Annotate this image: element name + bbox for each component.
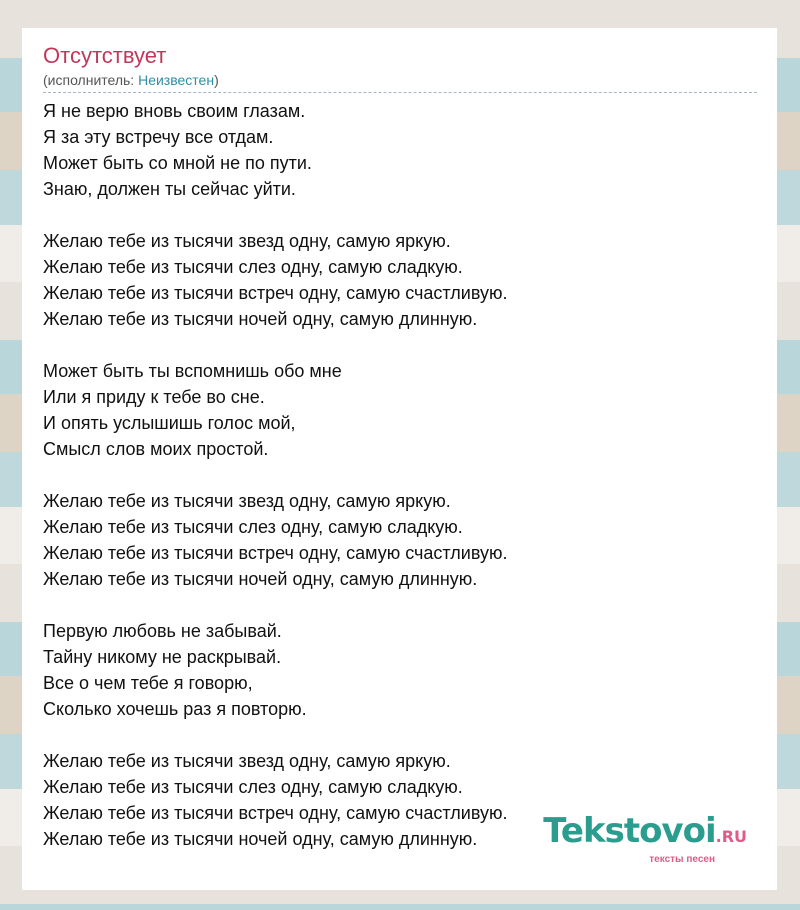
stanza [43,358,757,462]
lyric-line: Может быть со мной не по пути. [43,153,312,173]
lyric-line: Желаю тебе из тысячи встреч одну, самую счастливую. [43,283,508,303]
lyric-line: Желаю тебе из тысячи слез одну, самую сладкую. [43,257,463,277]
logo-subtitle: тексты песен [649,854,715,865]
logo-wordmark [543,811,747,854]
stanza [43,488,757,592]
logo-domain: .RU [715,827,747,846]
lyric-line: Желаю тебе из тысячи звезд одну, самую яркую. [43,751,451,771]
lyrics-body [43,98,757,852]
artist-prefix: (исполнитель: [43,72,139,88]
lyric-line: Желаю тебе из тысячи звезд одну, самую яркую. [43,231,451,251]
lyric-line: Сколько хочешь раз я повторю. [43,699,307,719]
lyric-line: Я за эту встречу все отдам. [43,127,274,147]
artist-suffix: ) [214,72,219,88]
lyric-line: Желаю тебе из тысячи ночей одну, самую длинную. [43,829,478,849]
lyric-line: Или я приду к тебе во сне. [43,387,265,407]
lyric-line: Желаю тебе из тысячи звезд одну, самую яркую. [43,491,451,511]
song-title: Отсутствует [43,43,167,68]
lyric-line: Все о чем тебе я говорю, [43,673,253,693]
lyric-line: Тайну никому не раскрывай. [43,647,282,667]
artist-link[interactable]: Неизвестен [138,72,215,88]
lyric-line: Первую любовь не забывай. [43,621,282,641]
artist-line [43,70,757,93]
lyric-line: Желаю тебе из тысячи ночей одну, самую длинную. [43,309,478,329]
lyric-line: Смысл слов моих простой. [43,439,269,459]
stanza [43,228,757,332]
lyric-line: Желаю тебе из тысячи встреч одну, самую счастливую. [43,803,508,823]
logo-main-text: Tekstovoi [543,811,716,851]
site-logo[interactable] [543,811,747,866]
lyric-line: Может быть ты вспомнишь обо мне [43,361,342,381]
stanza [43,618,757,722]
lyric-line: Желаю тебе из тысячи ночей одну, самую длинную. [43,569,478,589]
lyric-line: Желаю тебе из тысячи встреч одну, самую счастливую. [43,543,508,563]
lyric-line: Знаю, должен ты сейчас уйти. [43,179,296,199]
lyric-line: Я не верю вновь своим глазам. [43,101,306,121]
lyric-line: Желаю тебе из тысячи слез одну, самую сладкую. [43,517,463,537]
lyric-line: И опять услышишь голос мой, [43,413,296,433]
stanza [43,98,757,202]
lyrics-card [22,28,777,890]
lyric-line: Желаю тебе из тысячи слез одну, самую сладкую. [43,777,463,797]
